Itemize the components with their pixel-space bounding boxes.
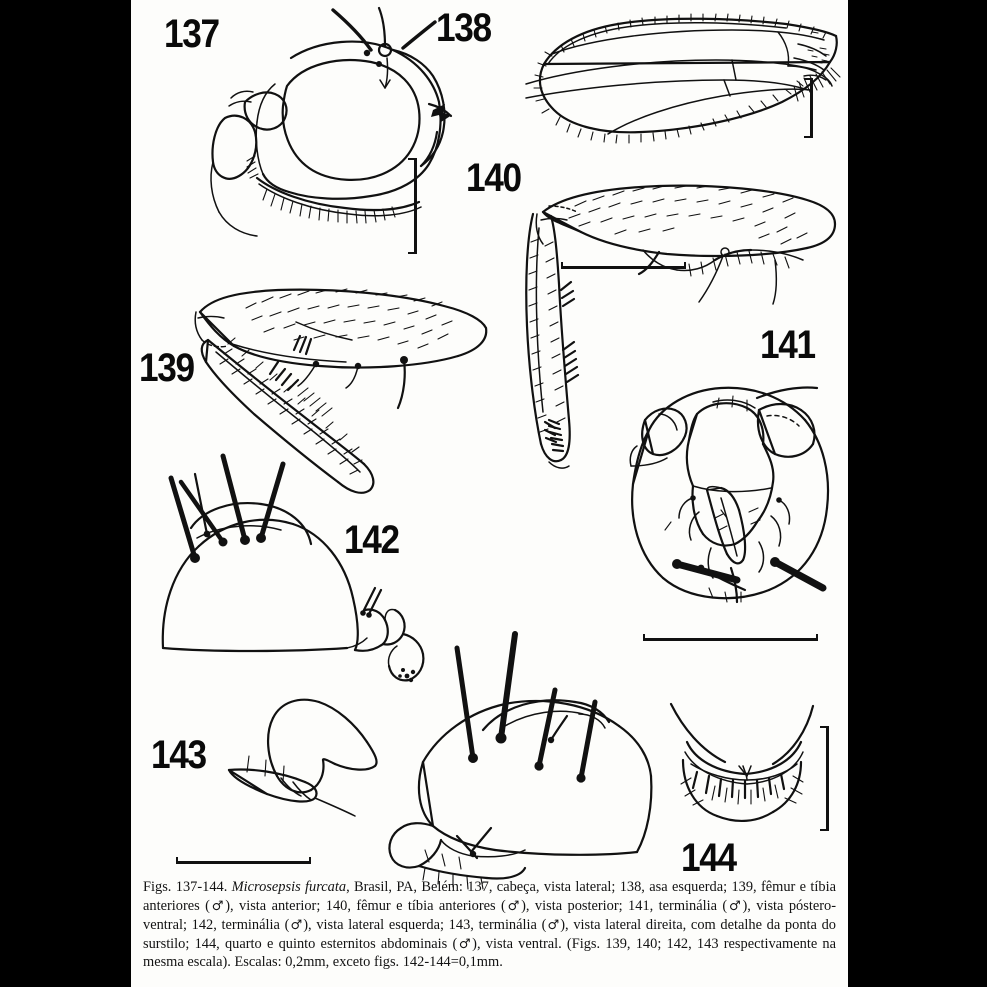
figure-drawing-141 xyxy=(609,372,848,622)
figure-label-137: 137 xyxy=(164,12,219,56)
caption-species-name: Microsepsis furcata xyxy=(231,879,347,895)
figure-label-144: 144 xyxy=(681,836,736,880)
plate-caption xyxy=(143,878,836,972)
scanned-sheet xyxy=(131,0,848,987)
figure-label-140: 140 xyxy=(466,156,521,200)
figure-label-143: 143 xyxy=(151,733,206,777)
caption-body-2: ), vista anterior; 140, fêmur e tíbia anteriores ( xyxy=(225,897,506,914)
male-symbol-icon: ♂ xyxy=(505,898,522,914)
caption-body-3: ), vista posterior; 141, terminália ( xyxy=(521,897,728,914)
figure-label-142: 142 xyxy=(344,518,399,562)
male-symbol-icon: ♂ xyxy=(457,936,473,952)
male-symbol-icon: ♂ xyxy=(727,898,743,914)
male-symbol-icon: ♂ xyxy=(289,917,304,933)
scale-bar-137 xyxy=(408,158,417,254)
scale-bar-143 xyxy=(176,857,311,864)
male-symbol-icon: ♂ xyxy=(209,898,226,914)
figure-label-141: 141 xyxy=(760,323,815,367)
figure-label-138: 138 xyxy=(436,6,491,50)
caption-body-5: ), vista lateral esquerda; 143, terminália ( xyxy=(303,916,547,933)
caption-body-7: ), vista ventral. (Figs. 139, 140; 142, 143 respectivamente na mesma escala). Escalas: 0,2mm, exceto figs. 142-144=0,1mm. xyxy=(143,935,837,971)
caption-body-4: ), vista póstero-ventral; 142, terminália ( xyxy=(143,897,837,933)
scale-bar-138 xyxy=(804,78,813,138)
figure-drawing-144 xyxy=(661,700,831,840)
caption-body-6: ), vista lateral direita, com detalhe da ponta do surstilo; 144, quarto e quinto esternitos abdominais ( xyxy=(143,916,836,952)
male-symbol-icon: ♂ xyxy=(546,917,561,933)
figure-label-139: 139 xyxy=(139,346,194,390)
caption-body-1: , Brasil, PA, Belém: 137, cabeça, vista lateral; 138, asa esquerda; 139, fêmur e tíbia anteriores ( xyxy=(143,879,836,914)
figure-detail-143-surstylus-tip xyxy=(223,690,413,820)
scale-bar-140 xyxy=(561,262,686,269)
scale-bar-144 xyxy=(820,726,829,831)
caption-prefix: Figs. 137-144. xyxy=(143,879,228,895)
figure-drawing-138 xyxy=(486,14,846,149)
